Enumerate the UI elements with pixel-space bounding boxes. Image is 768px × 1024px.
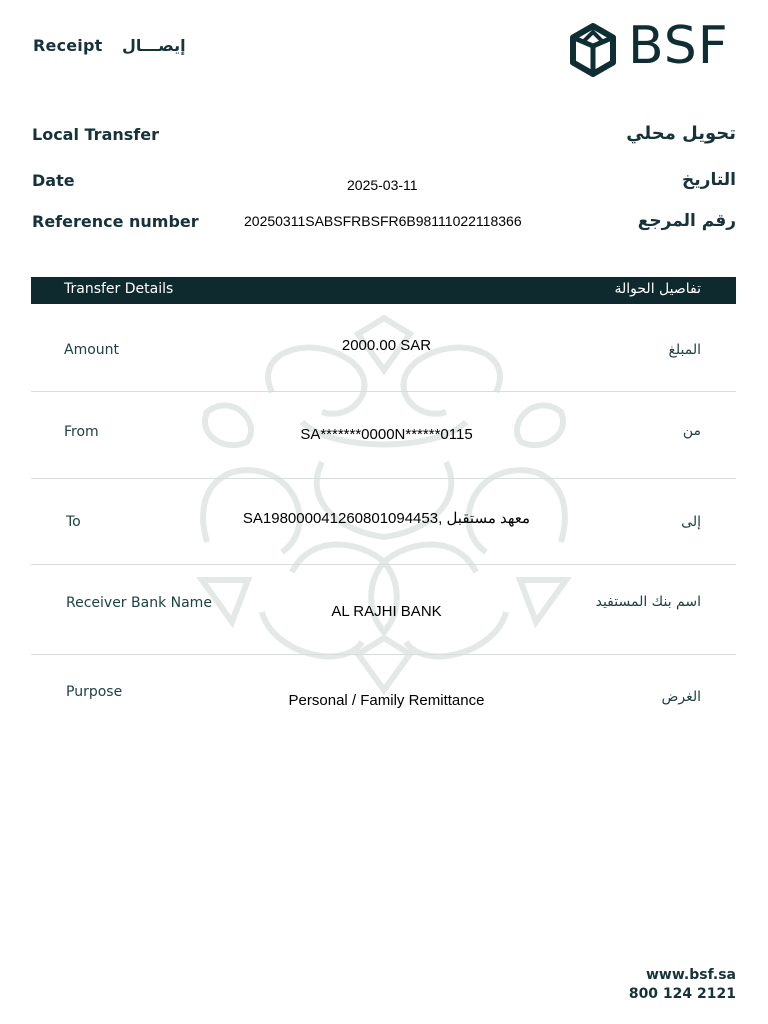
transfer-type-en: Local Transfer bbox=[32, 125, 159, 144]
date-label-ar: التاريخ bbox=[682, 170, 736, 190]
from-label-en: From bbox=[64, 424, 99, 440]
receipt-title-ar: إيصـــال bbox=[122, 36, 186, 55]
bsf-logo bbox=[568, 16, 738, 78]
row-divider bbox=[31, 654, 736, 655]
amount-value: 2000.00 SAR bbox=[341, 337, 432, 354]
amount-label-ar: المبلغ bbox=[668, 342, 701, 358]
transfer-type-ar: تحويل محلي bbox=[626, 123, 736, 144]
purpose-label-ar: الغرض bbox=[661, 689, 701, 705]
from-label-ar: من bbox=[682, 423, 701, 439]
reference-label-ar: رقم المرجع bbox=[637, 211, 736, 231]
receiver-bank-label-en: Receiver Bank Name bbox=[66, 595, 212, 611]
amount-label-en: Amount bbox=[64, 342, 120, 358]
bsf-logo-icon bbox=[568, 22, 618, 78]
row-divider bbox=[31, 478, 736, 479]
date-label-en: Date bbox=[32, 171, 75, 190]
row-divider bbox=[31, 564, 736, 565]
receipt-title-en: Receipt bbox=[33, 36, 103, 55]
receiver-bank-label-ar: اسم بنك المستفيد bbox=[595, 594, 701, 610]
reference-value: 20250311SABSFRBSFR6B98111022118366 bbox=[244, 213, 522, 229]
purpose-value: Personal / Family Remittance bbox=[288, 692, 485, 709]
date-value: 2025-03-11 bbox=[347, 177, 418, 193]
to-value: SA198000041260801094453, معهد مستقبل bbox=[242, 510, 531, 527]
to-label-ar: إلى bbox=[681, 514, 701, 530]
from-value: SA*******0000N******0115 bbox=[300, 426, 473, 443]
transfer-details-title-ar: تفاصيل الحوالة bbox=[614, 281, 701, 297]
footer-website[interactable]: www.bsf.sa bbox=[645, 967, 736, 983]
footer-phone: 800 124 2121 bbox=[628, 986, 736, 1002]
receiver-bank-value: AL RAJHI BANK bbox=[331, 603, 442, 620]
purpose-label-en: Purpose bbox=[66, 684, 123, 700]
row-divider bbox=[31, 391, 736, 392]
watermark-pattern bbox=[192, 312, 576, 696]
transfer-details-title-en: Transfer Details bbox=[64, 281, 174, 297]
to-label-en: To bbox=[66, 514, 81, 530]
bsf-logo-text: BSF bbox=[628, 16, 729, 76]
reference-label-en: Reference number bbox=[32, 212, 199, 231]
transfer-details-header bbox=[31, 277, 736, 304]
